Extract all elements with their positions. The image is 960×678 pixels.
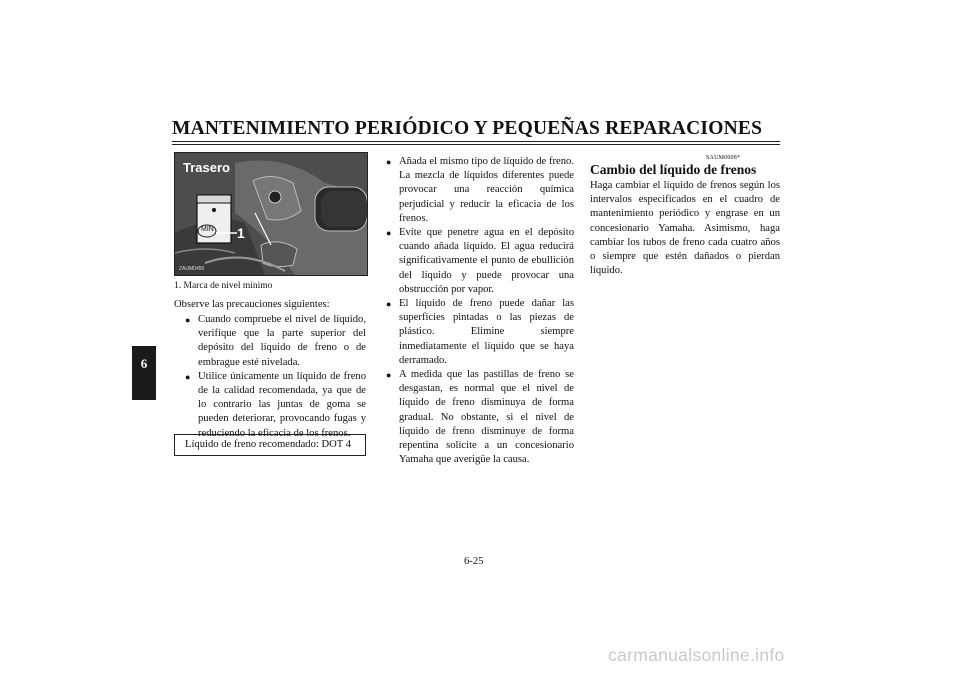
- list-item: ● Cuando compruebe el nivel de líquido, verifique que la parte superior del depósito del líquido de freno o de embrague esté nivelada.: [185, 313, 366, 370]
- precautions-list-2: [386, 155, 574, 467]
- rear-reservoir-figure: [174, 152, 368, 276]
- list-item: ● A medida que las pastillas de freno se desgastan, es normal que el nivel de líquido de freno disminuya de forma gradual. No obstante, si el nivel de líquido de freno disminuye de forma repentina solicite a un concesionario Yamaha que averigüe la causa.: [386, 368, 574, 467]
- figure-label: Trasero: [183, 160, 230, 175]
- list-item: ● El líquido de freno puede dañar las superficies pintadas o las piezas de plástico. Elimine siempre inmediatamente el líquido que se haya derramado.: [386, 297, 574, 368]
- callout-number: 1: [237, 225, 245, 241]
- header-rule: [172, 141, 780, 142]
- section-body: Haga cambiar el líquido de frenos según los intervalos especificados en el cuadro de mantenimiento periódico y engrase en un concesionario Yamaha. Asimismo, haga cambiar los tubos de freno cada cuatro años o siempre que estén dañados o pierdan líquido.: [590, 180, 780, 277]
- header-rule: [172, 144, 780, 145]
- recommended-fluid-box: Líquido de freno recomendado: DOT 4: [174, 434, 366, 456]
- min-mark-label: MIN: [201, 226, 214, 233]
- figure-code: ZAUM0450: [179, 266, 205, 272]
- section-code: SAUM0008*: [706, 155, 741, 161]
- page-header-title: MANTENIMIENTO PERIÓDICO Y PEQUEÑAS REPARACIONES: [172, 118, 763, 139]
- page-number: 6-25: [464, 556, 484, 567]
- list-item: ● Evite que penetre agua en el depósito cuando añada líquido. El agua reducirá significativamente el punto de ebullición del líquido y puede provocar una obstrucción por vapor.: [386, 226, 574, 297]
- list-item: ● Utilice únicamente un líquido de freno de la calidad recomendada, ya que de lo contrario las juntas de goma se pueden deteriorar, provocando fugas y reduciendo la eficacia de los frenos.: [185, 370, 366, 441]
- section-title: Cambio del líquido de frenos: [590, 162, 757, 177]
- figure-caption: 1. Marca de nivel mínimo: [174, 281, 273, 291]
- watermark: carmanualsonline.info: [608, 645, 785, 665]
- chapter-tab: 6: [132, 346, 156, 400]
- list-item: ● Añada el mismo tipo de líquido de freno. La mezcla de líquidos diferentes puede provocar una reacción química perjudicial y reducir la eficacia de los frenos.: [386, 155, 574, 226]
- precautions-intro: Observe las precauciones siguientes:: [174, 299, 330, 310]
- precautions-list-1: [185, 313, 366, 441]
